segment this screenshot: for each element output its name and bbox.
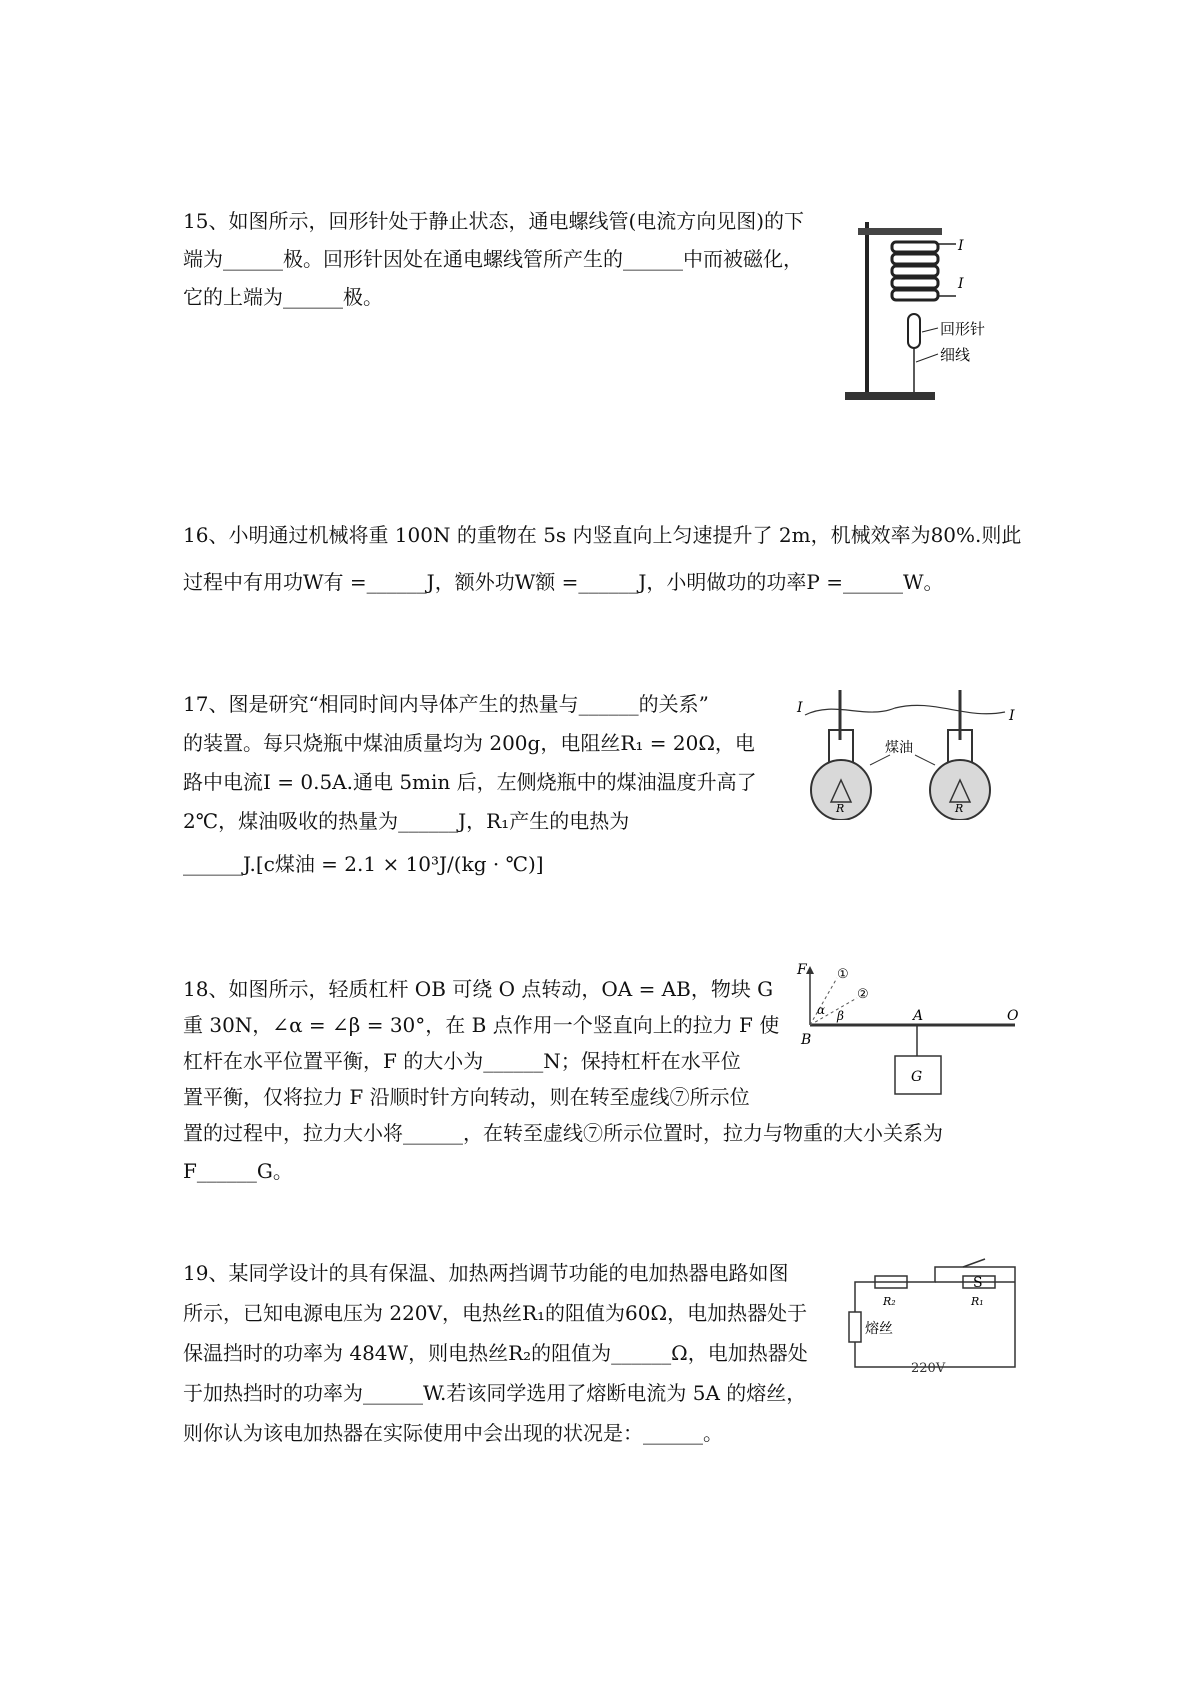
current-label-top: I bbox=[958, 238, 964, 254]
alpha-label: α bbox=[817, 1003, 826, 1017]
current-label-right: I bbox=[1009, 708, 1015, 724]
force-label: F bbox=[797, 962, 807, 978]
q18-line-1: 18、如图所示，轻质杠杆 OB 可绕 O 点转动，OA = AB，物块 G bbox=[183, 977, 774, 1001]
r1-label: R₁ bbox=[971, 1295, 984, 1308]
r-left-label: R bbox=[836, 802, 845, 815]
r-right-label: R bbox=[955, 802, 964, 815]
kerosene-label: 煤油 bbox=[885, 740, 913, 756]
block-label: G bbox=[911, 1069, 923, 1085]
q17-line-3: 路中电流I = 0.5A.通电 5min 后，左侧烧瓶中的煤油温度升高了 bbox=[183, 770, 757, 794]
q15-solenoid-figure bbox=[840, 222, 1030, 412]
paperclip-label: 回形针 bbox=[940, 320, 986, 338]
q17-line-5: ______J.[c煤油 = 2.1 × 10³J/(kg · ℃)] bbox=[183, 852, 544, 876]
stand-base bbox=[845, 392, 935, 400]
q18-line-6: F______G。 bbox=[183, 1159, 293, 1183]
thread-label: 细线 bbox=[940, 346, 971, 364]
switch-label: S bbox=[973, 1275, 983, 1291]
q17-line-2: 的装置。每只烧瓶中煤油质量均为 200g，电阻丝R₁ = 20Ω，电 bbox=[183, 731, 755, 755]
q18-line-2: 重 30N，∠α = ∠β = 30°，在 B 点作用一个竖直向上的拉力 F 使 bbox=[183, 1013, 780, 1037]
q15-line-2: 端为______极。回形针因处在通电螺线管所产生的______中而被磁化， bbox=[183, 247, 803, 271]
beta-label: β bbox=[837, 1009, 844, 1023]
r2-label: R₂ bbox=[883, 1295, 896, 1308]
q18-line-4: 置平衡，仅将拉力 F 沿顺时针方向转动，则在转至虚线⑦所示位 bbox=[183, 1085, 750, 1109]
q17-line-1: 17、图是研究“相同时间内导体产生的热量与______的关系” bbox=[183, 692, 709, 716]
point-a-label: A bbox=[913, 1008, 924, 1024]
q19-line-5: 则你认为该电加热器在实际使用中会出现的状况是：______。 bbox=[183, 1421, 723, 1445]
q16-line-2: 过程中有用功W有 =______J，额外功W额 =______J，小明做功的功率P =______W。 bbox=[183, 570, 944, 594]
q19-line-2: 所示，已知电源电压为 220V，电热丝R₁的阻值为60Ω，电加热器处于 bbox=[183, 1301, 808, 1325]
dash-label-2: ② bbox=[857, 987, 869, 1002]
q19-circuit-figure bbox=[845, 1257, 1025, 1382]
q19-line-1: 19、某同学设计的具有保温、加热两挡调节功能的电加热器电路如图 bbox=[183, 1261, 789, 1285]
fuse bbox=[849, 1312, 861, 1342]
voltage-label: 220V bbox=[911, 1361, 946, 1376]
fuse-label: 熔丝 bbox=[865, 1321, 893, 1337]
q18-line-3: 杠杆在水平位置平衡，F 的大小为______N；保持杠杆在水平位 bbox=[183, 1049, 741, 1073]
q16-line-1: 16、小明通过机械将重 100N 的重物在 5s 内竖直向上匀速提升了 2m，机械效率为80%.则此 bbox=[183, 523, 1022, 547]
q15-line-1: 15、如图所示，回形针处于静止状态，通电螺线管(电流方向见图)的下 bbox=[183, 209, 805, 233]
dashed-line-1 bbox=[810, 978, 837, 1025]
current-label-left: I bbox=[797, 700, 803, 716]
dash-label-1: ① bbox=[837, 967, 849, 982]
point-o-label: O bbox=[1007, 1008, 1019, 1024]
q15-line-3: 它的上端为______极。 bbox=[183, 285, 383, 309]
q18-lever-figure bbox=[795, 960, 1025, 1110]
q17-flask-figure bbox=[795, 690, 1025, 820]
point-b-label: B bbox=[801, 1032, 812, 1048]
left-flask bbox=[811, 690, 871, 820]
q17-line-4: 2℃，煤油吸收的热量为______J，R₁产生的电热为 bbox=[183, 809, 630, 833]
switch-s bbox=[963, 1259, 985, 1267]
current-label-bottom: I bbox=[958, 276, 964, 292]
right-flask bbox=[930, 690, 990, 820]
q18-line-5: 置的过程中，拉力大小将______，在转至虚线⑦所示位置时，拉力与物重的大小关系为 bbox=[183, 1121, 943, 1145]
stand-arm bbox=[858, 228, 942, 235]
solenoid-coil bbox=[892, 242, 938, 300]
paperclip bbox=[908, 314, 920, 348]
q19-line-3: 保温挡时的功率为 484W，则电热丝R₂的阻值为______Ω，电加热器处 bbox=[183, 1341, 808, 1365]
q19-line-4: 于加热挡时的功率为______W.若该同学选用了熔断电流为 5A 的熔丝， bbox=[183, 1381, 807, 1405]
